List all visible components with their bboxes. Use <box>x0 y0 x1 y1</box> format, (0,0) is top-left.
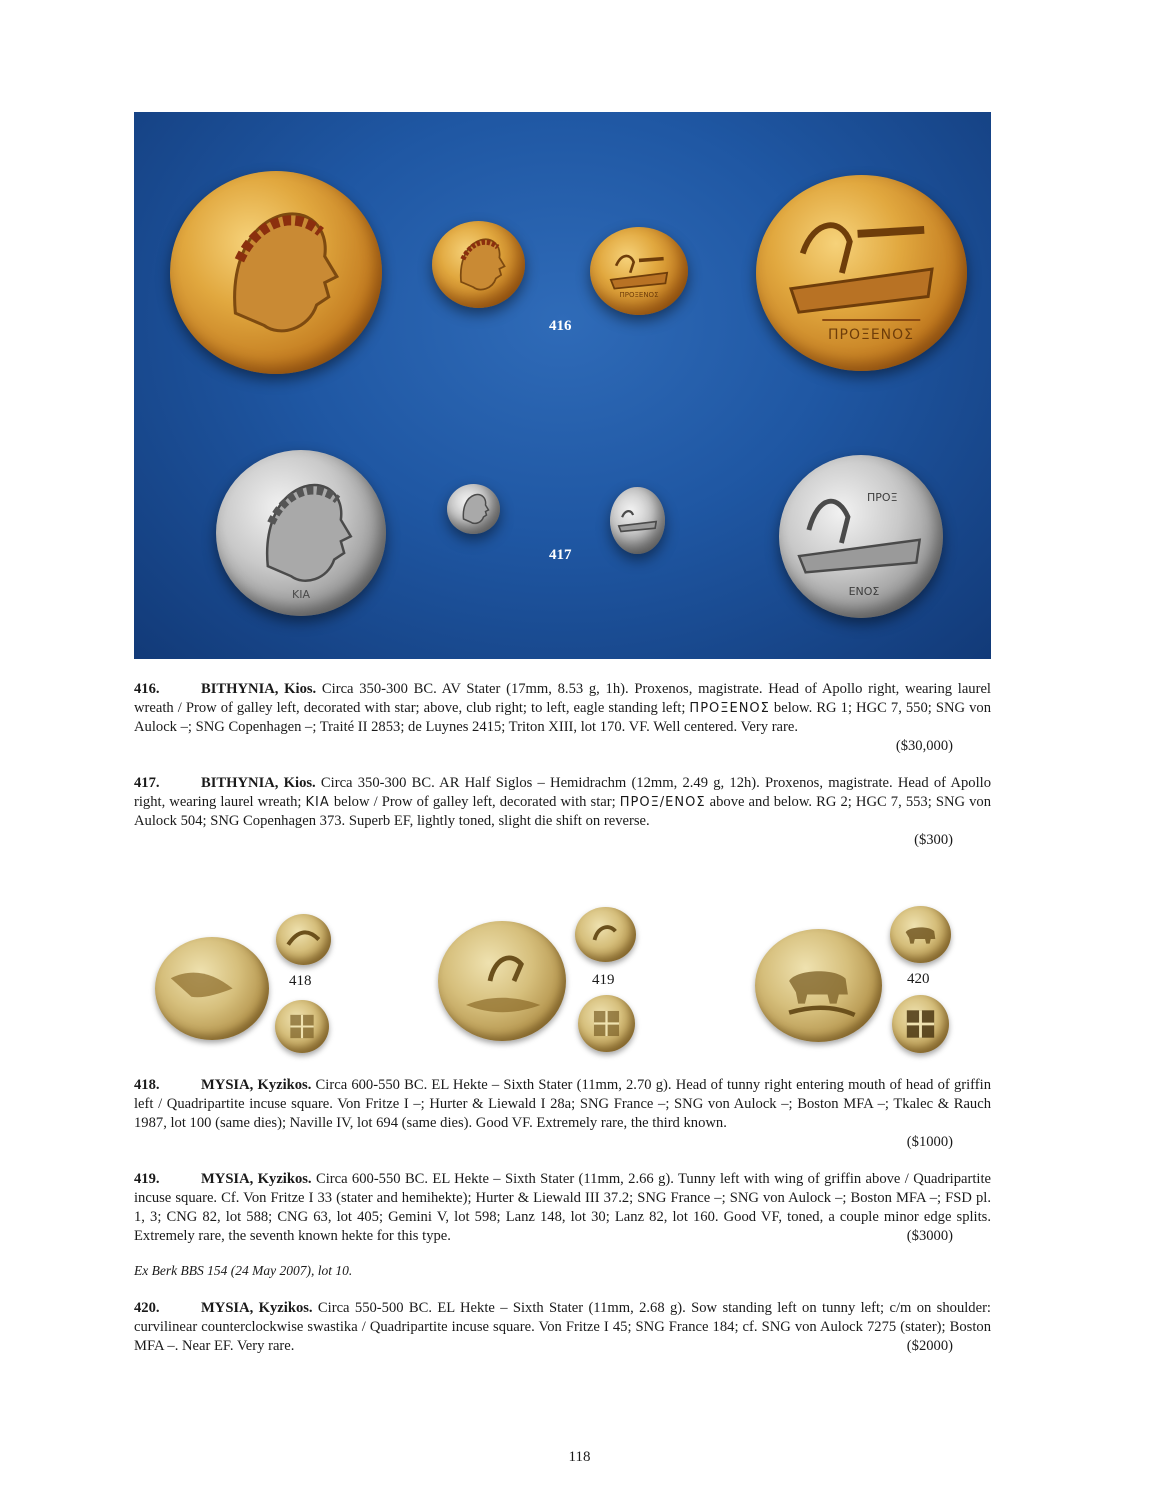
coin-legend: ΚΙΑ <box>292 588 310 601</box>
lot-number: 419. <box>134 1171 160 1187</box>
plate-label-417: 417 <box>549 547 572 563</box>
lot-419 <box>134 1170 991 1246</box>
coin-418-reverse-top <box>276 914 331 965</box>
coin-418-obverse <box>155 937 269 1040</box>
lot-number: 416. <box>134 681 160 697</box>
coin-legend: ΠΡΟΞΕΝΟΣ <box>619 291 659 299</box>
apollo-head-icon <box>447 484 500 534</box>
coin-legend: ΠΡΟΞΕΝΟΣ <box>827 327 915 343</box>
coin-417-obverse-large <box>216 450 386 616</box>
lot-number: 418. <box>134 1077 160 1093</box>
coin-photo-plate <box>134 112 991 659</box>
greek-legend: ΠΡΟΞΕΝΟΣ <box>689 701 770 716</box>
lot-description-cont: above and below. RG 2; HGC 7, 553; SNG von Aulock 504; SNG Copenhagen 373. Superb EF, lightly toned, slight die shift on reverse. <box>134 794 991 829</box>
lot-description-cont: below / Prow of galley left, decorated with star; <box>329 794 620 810</box>
lot-heading: MYSIA, Kyzikos. <box>201 1077 312 1093</box>
tunny-griffin-icon <box>575 907 636 962</box>
coin-418-reverse-bottom <box>275 1000 329 1053</box>
lot-price: ($30,000) <box>895 738 953 754</box>
lot-price: ($2000) <box>906 1338 953 1354</box>
coin-420-reverse-top <box>890 906 951 963</box>
coin-416-reverse-large <box>756 175 967 371</box>
sow-icon <box>890 906 951 963</box>
galley-prow-icon <box>610 487 665 554</box>
coin-417-reverse-large <box>779 455 943 618</box>
page-number: 118 <box>568 1449 591 1465</box>
incuse-square-icon <box>578 995 635 1052</box>
galley-prow-icon <box>590 227 688 315</box>
coin-419-reverse-bottom <box>578 995 635 1052</box>
coin-419-obverse <box>438 921 566 1041</box>
coin-420-reverse-bottom <box>892 995 949 1053</box>
lot-420 <box>134 1299 991 1356</box>
lot-description: Circa 350-300 BC. AV Stater (17mm, 8.53 g, 1h). Proxenos, magistrate. Head of Apollo right, wearing laurel wreath / Prow of galley left, decorated with star; above, club right; to left, eagle standing left; <box>134 681 991 716</box>
lot-description: Circa 600-550 BC. EL Hekte – Sixth Stater (11mm, 2.66 g). Tunny left with wing of griffin above / Quadripartite incuse square. Cf. Von Fritze I 33 (stater and hemihekte); Hurter & Liewald III 37.2; SNG France –; SNG von Aulock –; Boston MFA –; FSD pl. 1, 3; CNG 82, lot 588; CNG 63, lot 405; Gemini V, lot 598; Lanz 148, lot 30; Lanz 82, lot 160. Good VF, toned, a couple minor edge splits. Extremely rare, the seventh known hekte for this type. <box>134 1171 991 1244</box>
lot-417 <box>134 774 991 850</box>
coin-416-obverse-large <box>170 171 382 374</box>
lot-description-cont: below. RG 1; HGC 7, 550; SNG von Aulock –; SNG Copenhagen –; Traité II 2853; de Luynes 2415; Triton XIII, lot 170. VF. Well centered. Very rare. <box>134 700 991 735</box>
strip-label-418: 418 <box>289 973 312 989</box>
coin-417-obverse-small <box>447 484 500 534</box>
lot-heading: BITHYNIA, Kios. <box>201 681 317 697</box>
lot-description: Circa 600-550 BC. EL Hekte – Sixth Stater (11mm, 2.70 g). Head of tunny right entering mouth of head of griffin left / Quadripartite incuse square. Von Fritze I –; Hurter & Liewald I 28a; SNG France –; SNG von Aulock –; Boston MFA –; Tkalec & Rauch 1987, lot 100 (same dies); Naville IV, lot 694 (same dies). Good VF. Extremely rare, the third known. <box>134 1077 991 1131</box>
sow-icon <box>755 929 882 1042</box>
coin-416-obverse-small <box>432 221 525 308</box>
incuse-square-icon <box>892 995 949 1053</box>
lot-number: 417. <box>134 775 160 791</box>
tunny-griffin-icon <box>155 937 269 1040</box>
coin-420-obverse <box>755 929 882 1042</box>
greek-legend: ΠΡΟΞ/ΕΝΟΣ <box>619 795 706 810</box>
lot-heading: MYSIA, Kyzikos. <box>201 1171 312 1187</box>
provenance-note: Ex Berk BBS 154 (24 May 2007), lot 10. <box>134 1263 353 1278</box>
lot-number: 420. <box>134 1300 160 1316</box>
strip-label-420: 420 <box>907 971 930 987</box>
coin-417-reverse-small <box>610 487 665 554</box>
lot-price: ($3000) <box>906 1228 953 1244</box>
lot-description: Circa 550-500 BC. EL Hekte – Sixth Stater (11mm, 2.68 g). Sow standing left on tunny left; c/m on shoulder: curvilinear counterclockwise swastika / Quadripartite incuse square. Von Fritze I 45; SNG France 184; cf. SNG von Aulock 7275 (stater); Boston MFA –. Near EF. Very rare. <box>134 1300 991 1354</box>
lot-description: Circa 350-300 BC. AR Half Siglos – Hemidrachm (12mm, 2.49 g, 12h). Proxenos, magistrate. Head of Apollo right, wearing laurel wreath; <box>134 775 992 810</box>
coin-legend: ΠΡΟΞ <box>867 491 898 504</box>
apollo-head-icon <box>432 221 525 308</box>
lot-price: ($300) <box>914 832 953 848</box>
coin-416-reverse-small <box>590 227 688 315</box>
lot-heading: MYSIA, Kyzikos. <box>201 1300 313 1316</box>
coin-legend: ΕΝΟΣ <box>848 585 880 598</box>
plate-label-416: 416 <box>549 318 572 334</box>
apollo-head-icon <box>170 171 382 374</box>
greek-legend: ΚΙΑ <box>305 795 330 810</box>
tunny-griffin-icon <box>438 921 566 1041</box>
coin-419-reverse-top <box>575 907 636 962</box>
tunny-griffin-icon <box>276 914 331 965</box>
lot-418 <box>134 1076 991 1150</box>
lot-heading: BITHYNIA, Kios. <box>201 775 316 791</box>
lot-416 <box>134 680 991 754</box>
lot-price: ($1000) <box>906 1134 953 1150</box>
strip-label-419: 419 <box>592 972 615 988</box>
incuse-square-icon <box>275 1000 329 1053</box>
